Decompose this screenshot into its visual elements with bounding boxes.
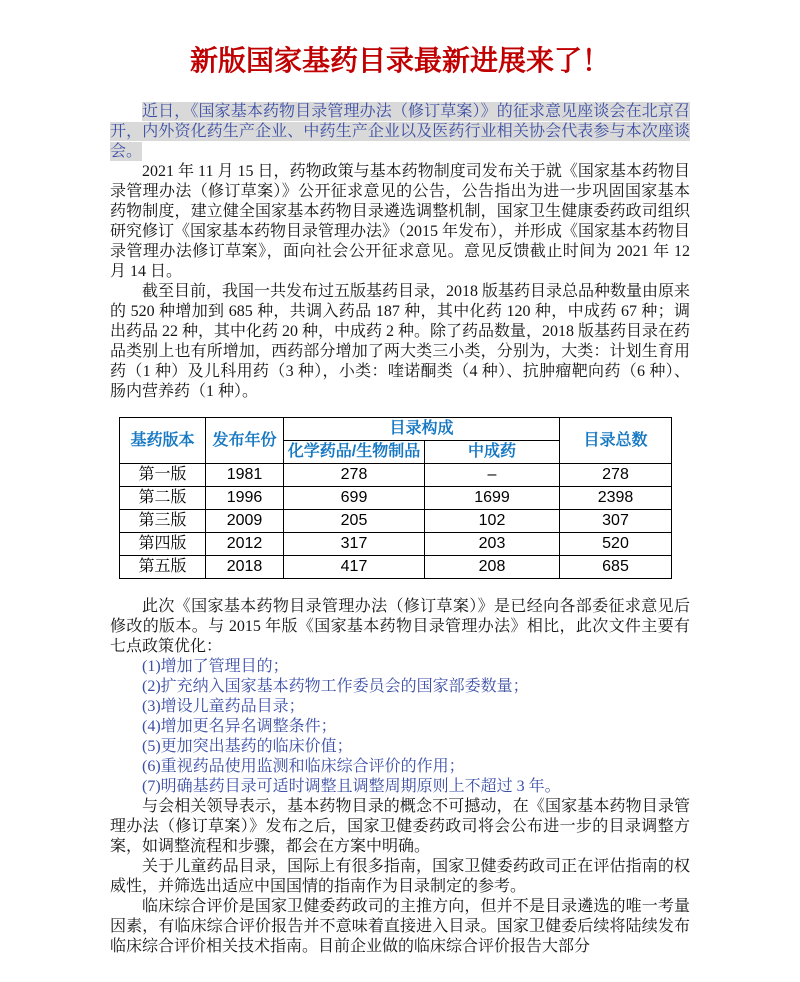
cell-total: 278	[560, 464, 672, 487]
paragraph-leaders: 与会相关领导表示，基本药物目录的概念不可撼动，在《国家基本药物目录管理办法（修订草案）》发布之后，国家卫健委药政司将会公布进一步的目录调整方案，如调整流程和步骤，都会在方案中明确。	[110, 798, 690, 856]
cell-chemical: 317	[284, 533, 425, 556]
cell-total: 2398	[560, 487, 672, 510]
cell-total: 685	[560, 556, 672, 579]
cell-year: 2012	[206, 533, 284, 556]
policy-list-item: (5)更加突出基药的临床价值；	[142, 738, 353, 756]
header-cell-year: 发布年份	[206, 418, 284, 464]
cell-version: 第三版	[120, 510, 206, 533]
paragraph-announcement: 2021 年 11 月 15 日，药物政策与基本药物制度司发布关于就《国家基本药物目录管理办法（修订草案）》公开征求意见的公告，公告指出为进一步巩固国家基本药物制度，建立健全国家基本药物目录遴选调整机制，国家卫生健康委药政司组织研究修订《国家基本药物目录管理办法》（2015 年发布），并形成《国家基本药物目录管理办法修订草案》，面向社会公开征求意见。意见反馈截止时间为 2021 年 12 月 14 日。	[110, 163, 691, 281]
table-row	[120, 464, 672, 487]
cell-tcm: –	[425, 464, 560, 487]
header-cell-total: 目录总数	[560, 418, 672, 464]
header-cell-chemical: 化学药品/生物制品	[284, 441, 425, 464]
cell-version: 第四版	[120, 533, 206, 556]
policy-list-item: (6)重视药品使用监测和临床综合评价的作用；	[142, 758, 465, 776]
policy-list-item: (2)扩充纳入国家基本药物工作委员会的国家部委数量；	[142, 678, 529, 696]
policy-list-item: (3)增设儿童药品目录；	[142, 698, 305, 716]
drug-catalog-table	[119, 417, 672, 579]
intro-paragraph	[110, 102, 690, 162]
cell-tcm: 1699	[425, 487, 560, 510]
cell-version: 第五版	[120, 556, 206, 579]
cell-chemical: 278	[284, 464, 425, 487]
table-row	[120, 533, 672, 556]
cell-year: 1981	[206, 464, 284, 487]
cell-year: 2018	[206, 556, 284, 579]
paragraph-children: 关于儿童药品目录，国际上有很多指南，国家卫健委药政司正在评估指南的权威性，并筛选出适应中国国情的指南作为目录制定的参考。	[110, 858, 690, 896]
paragraph-revision: 此次《国家基本药物目录管理办法（修订草案）》是已经向各部委征求意见后修改的版本。与 2015 年版《国家基本药物目录管理办法》相比，此次文件主要有七点政策优化：	[110, 598, 690, 656]
cell-version: 第二版	[120, 487, 206, 510]
cell-chemical: 699	[284, 487, 425, 510]
policy-list-item: (4)增加更名异名调整条件；	[142, 718, 337, 736]
cell-chemical: 417	[284, 556, 425, 579]
cell-year: 1996	[206, 487, 284, 510]
cell-tcm: 102	[425, 510, 560, 533]
table-row	[120, 556, 672, 579]
policy-list-item: (1)增加了管理目的；	[142, 658, 289, 676]
paragraph-evaluation: 临床综合评价是国家卫健委药政司的主推方向，但并不是目录遴选的唯一考量因素，有临床综合评价报告并不意味着直接进入目录。国家卫健委后续将陆续发布临床综合评价相关技术指南。目前企业做的临床综合评价报告大部分	[110, 898, 690, 956]
header-cell-tcm: 中成药	[425, 441, 560, 464]
cell-version: 第一版	[120, 464, 206, 487]
cell-tcm: 208	[425, 556, 560, 579]
cell-year: 2009	[206, 510, 284, 533]
header-cell-composition: 目录构成	[284, 418, 560, 441]
cell-tcm: 203	[425, 533, 560, 556]
policy-list-item: (7)明确基药目录可适时调整且调整周期原则上不超过 3 年。	[142, 778, 561, 796]
cell-chemical: 205	[284, 510, 425, 533]
paragraph-history: 截至目前，我国一共发布过五版基药目录，2018 版基药目录总品种数量由原来的 520 种增加到 685 种，共调入药品 187 种，其中化药 120 种，中成药 67 种；调出药品 22 种，其中化药 20 种，中成药 2 种。除了药品数量，2018 版基药目录在药品类别上也有所增加，西药部分增加了两大类三小类，分别为，大类：计划生育用药（1 种）及儿科用药（3 种），小类：喹诺酮类（4 种）、抗肿瘤靶向药（6 种）、肠内营养药（1 种）。	[110, 283, 691, 401]
table-row	[120, 510, 672, 533]
table-header-row-1	[120, 418, 672, 441]
page-title: 新版国家基药目录最新进展来了！	[189, 46, 610, 77]
highlighted-intro-text: 近日，《国家基本药物目录管理办法（修订草案）》的征求意见座谈会在北京召开，内外资化药生产企业、中药生产企业以及医药行业相关协会代表参与本次座谈会。	[110, 103, 690, 161]
cell-total: 520	[560, 533, 672, 556]
header-cell-version: 基药版本	[120, 418, 206, 464]
table-row	[120, 487, 672, 510]
cell-total: 307	[560, 510, 672, 533]
